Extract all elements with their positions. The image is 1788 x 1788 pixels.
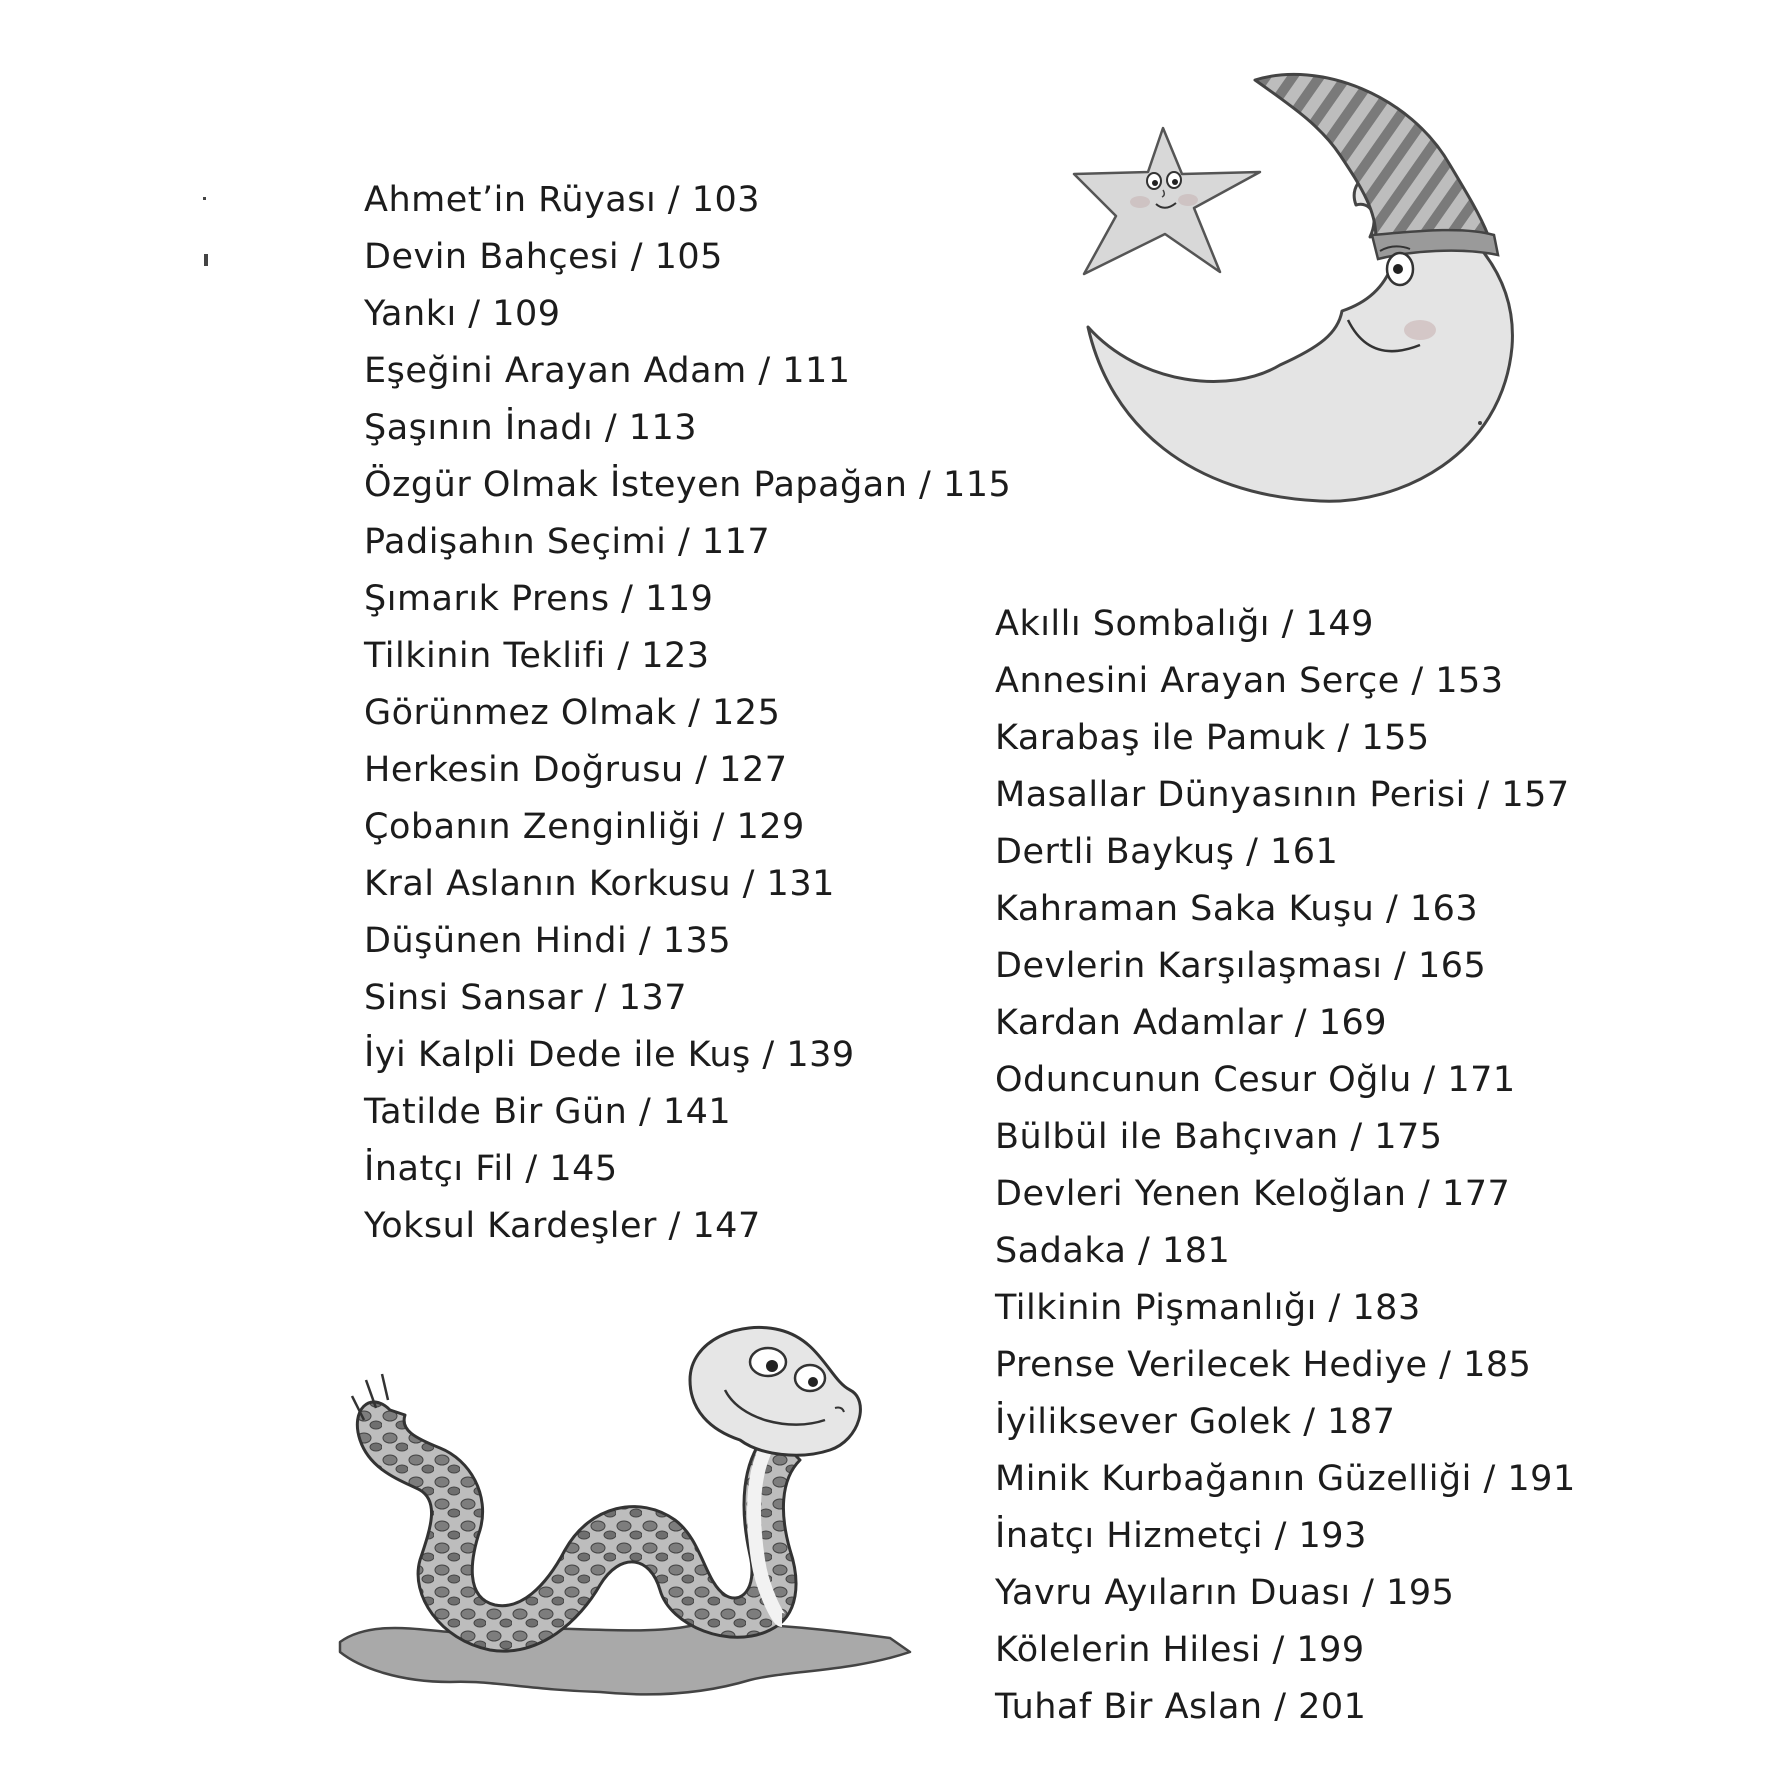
toc-entry: Kral Aslanın Korkusu / 131 (364, 864, 835, 904)
crescent-moon-with-nightcap-icon (1080, 65, 1540, 515)
toc-entry: Tilkinin Pişmanlığı / 183 (995, 1288, 1421, 1328)
print-speck (204, 254, 208, 266)
toc-entry: Özgür Olmak İsteyen Papağan / 115 (364, 465, 1012, 505)
toc-entry: Sadaka / 181 (995, 1231, 1231, 1271)
toc-entry: Yoksul Kardeşler / 147 (364, 1206, 761, 1246)
toc-entry: Kölelerin Hilesi / 199 (995, 1630, 1365, 1670)
toc-entry: Oduncunun Cesur Oğlu / 171 (995, 1060, 1516, 1100)
toc-entry: Kahraman Saka Kuşu / 163 (995, 889, 1479, 929)
print-speck (203, 197, 206, 200)
toc-entry: İyi Kalpli Dede ile Kuş / 139 (364, 1035, 855, 1075)
toc-entry: Akıllı Sombalığı / 149 (995, 604, 1374, 644)
toc-entry: Herkesin Doğrusu / 127 (364, 750, 788, 790)
toc-entry: Tuhaf Bir Aslan / 201 (995, 1687, 1367, 1727)
toc-entry: Sinsi Sansar / 137 (364, 978, 687, 1018)
toc-entry: Tilkinin Teklifi / 123 (364, 636, 710, 676)
toc-entry: Devin Bahçesi / 105 (364, 237, 723, 277)
toc-entry: Düşünen Hindi / 135 (364, 921, 732, 961)
toc-left-column (364, 172, 1011, 1255)
toc-entry: Şaşının İnadı / 113 (364, 408, 698, 448)
toc-entry: Bülbül ile Bahçıvan / 175 (995, 1117, 1443, 1157)
toc-entry: Annesini Arayan Serçe / 153 (995, 661, 1504, 701)
toc-entry: Yavru Ayıların Duası / 195 (995, 1573, 1455, 1613)
toc-entry: İnatçı Fil / 145 (364, 1149, 618, 1189)
toc-entry: Yankı / 109 (364, 294, 561, 334)
toc-entry: Masallar Dünyasının Perisi / 157 (995, 775, 1570, 815)
toc-entry: Dertli Baykuş / 161 (995, 832, 1339, 872)
toc-entry: Şımarık Prens / 119 (364, 579, 714, 619)
toc-entry: İyiliksever Golek / 187 (995, 1402, 1396, 1442)
toc-entry: Görünmez Olmak / 125 (364, 693, 781, 733)
toc-entry: Prense Verilecek Hediye / 185 (995, 1345, 1532, 1385)
toc-entry: Padişahın Seçimi / 117 (364, 522, 771, 562)
toc-entry: Ahmet’in Rüyası / 103 (364, 180, 761, 220)
toc-entry: Karabaş ile Pamuk / 155 (995, 718, 1430, 758)
toc-entry: İnatçı Hizmetçi / 193 (995, 1516, 1367, 1556)
toc-entry: Devlerin Karşılaşması / 165 (995, 946, 1487, 986)
toc-entry: Minik Kurbağanın Güzelliği / 191 (995, 1459, 1576, 1499)
cartoon-snake-icon (330, 1320, 930, 1720)
toc-entry: Çobanın Zenginliği / 129 (364, 807, 805, 847)
toc-entry: Eşeğini Arayan Adam / 111 (364, 351, 851, 391)
toc-entry: Kardan Adamlar / 169 (995, 1003, 1388, 1043)
toc-right-column (995, 596, 1576, 1736)
toc-entry: Devleri Yenen Keloğlan / 177 (995, 1174, 1511, 1214)
toc-entry: Tatilde Bir Gün / 141 (364, 1092, 732, 1132)
